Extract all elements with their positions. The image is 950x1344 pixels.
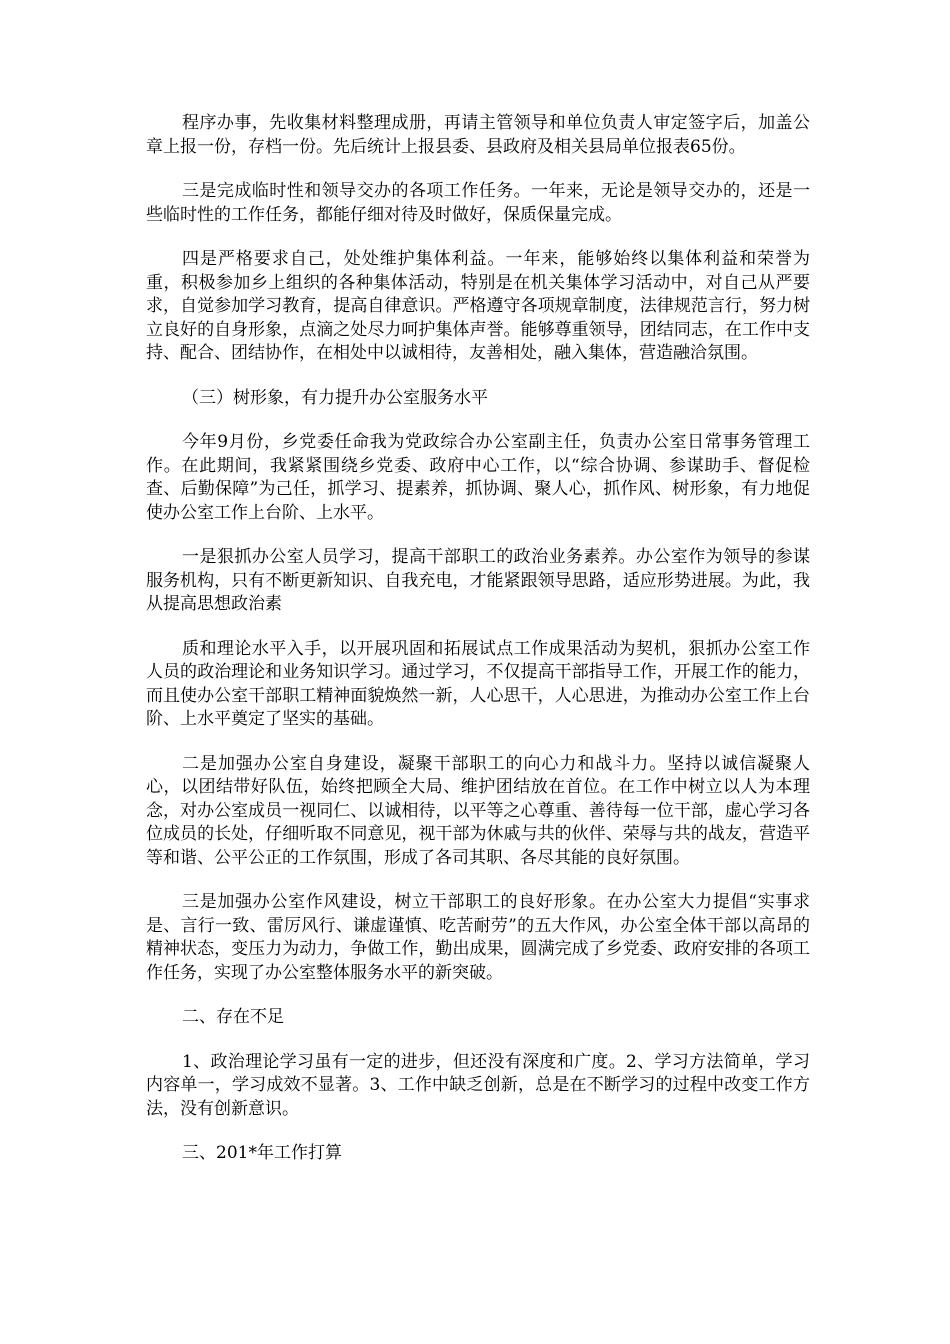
paragraph-point-one-cont: 质和理论水平入手，以开展巩固和拓展试点工作成果活动为契机，狠抓办公室工作人员的政治理论和业务知识学习。通过学习，不仅提高干部指导工作，开展工作的能力，而且使办公室干部职工精神面貌焕然一新，人心思干，人心思进，为推动办公室工作上台阶、上水平奠定了坚实的基础。 [146, 638, 810, 729]
paragraph-point-three: 三是加强办公室作风建设，树立干部职工的良好形象。在办公室大力提倡“实事求是、言行一致、雷厉风行、谦虚谨慎、吃苦耐劳”的五大作风，办公室全体干部以高昂的精神状态，变压力为动力，争做工作，勤出成果，圆满完成了乡党委、政府安排的各项工作任务，实现了办公室整体服务水平的新突破。 [146, 892, 810, 983]
paragraph-point-one: 一是狠抓办公室人员学习，提高干部职工的政治业务素养。办公室作为领导的参谋服务机构，只有不断更新知识、自我充电，才能紧跟领导思路，适应形势进展。为此，我从提高思想政治素 [146, 547, 810, 614]
paragraph-point-two: 二是加强办公室自身建设，凝聚干部职工的向心力和战斗力。坚持以诚信凝聚人心，以团结带好队伍，始终把顾全大局、维护团结放在首位。在工作中树立以人为本理念，对办公室成员一视同仁、以诚相待，以平等之心尊重、善待每一位干部，虚心学习各位成员的长处，仔细听取不同意见，视干部为休戚与共的伙伴、荣辱与共的战友，营造平等和谐、公平公正的工作氛围，形成了各司其职、各尽其能的良好氛围。 [146, 753, 810, 868]
paragraph-appointment: 今年9月份，乡党委任命我为党政综合办公室副主任，负责办公室日常事务管理工作。在此期间，我紧紧围绕乡党委、政府中心工作，以“综合协调、参谋助手、督促检查、后勤保障”为己任，抓学习、提素养，抓协调、聚人心，抓作风、树形象，有力地促使办公室工作上台阶、上水平。 [146, 432, 810, 523]
section-heading-image: （三）树形象，有力提升办公室服务水平 [182, 387, 488, 408]
paragraph-procedure: 程序办事，先收集材料整理成册，再请主管领导和单位负责人审定签字后，加盖公章上报一份，存档一份。先后统计上报县委、县政府及相关县局单位报表65份。 [146, 113, 810, 157]
paragraph-shortcomings: 1、政治理论学习虽有一定的进步，但还没有深度和广度。2、学习方法简单，学习内容单一，学习成效不显著。3、工作中缺乏创新，总是在不断学习的过程中改变工作方法，没有创新意识。 [146, 1051, 810, 1119]
section-heading-plan: 三、201*年工作打算 [182, 1143, 342, 1163]
paragraph-task-three: 三是完成临时性和领导交办的各项工作任务。一年来，无论是领导交办的，还是一些临时性的工作任务，都能仔细对待及时做好，保质保量完成。 [146, 181, 810, 225]
section-heading-shortcomings: 二、存在不足 [182, 1007, 284, 1027]
paragraph-task-four: 四是严格要求自己，处处维护集体利益。一年来，能够始终以集体利益和荣誉为重，积极参加乡上组织的各种集体活动，特别是在机关集体学习活动中，对自己从严要求，自觉参加学习教育，提高自律意识。严格遵守各项规章制度，法律规范言行，努力树立良好的自身形象，点滴之处尽力呵护集体声誉。能够尊重领导，团结同志，在工作中支持、配合、团结协作，在相处中以诚相待，友善相处，融入集体，营造融洽氛围。 [146, 249, 810, 363]
document-body [146, 112, 810, 1186]
